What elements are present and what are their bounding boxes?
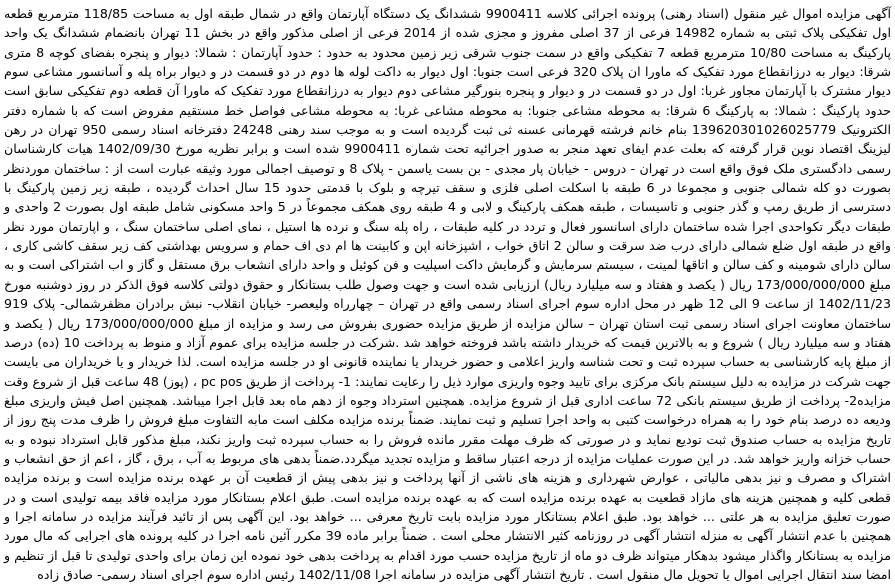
notice-body-text: آگهی مزایده اموال غیر منقول (اسناد رهنی) پرونده اجرائی کلاسه 9900411 ششدانگ یک دستگاه آپارتمان واقع در شمال طبقه اول به مساحت 118/85 مترمربع قطعه اول تفکیکی پلاک ثبتی به شماره 14982 فرعی از 37 اصلی مفروز و مجزی شده از 2014 فرعی از اصلی مذکور واقع در بخش 11 تهران بانضمام ششدانگ یک واحد پارکینگ به مساحت 10/80 مترمربع قطعه 7 تفکیکی واقع در سمت جنوب شرقی زیر زمین محدود به حدود : حدود آپارتمان : شمالا: دیوار و پنجره بفضای کوچه 8 متری شرقا: دیوار به درزانقطاع مورد تفکیک که ماورا ان پلاک 320 فرعی است جنوبا: اول دیوار به داکت لوله ها دوم در دو قسمت در و دیوار براه پله و آسانسور مشاعی سوم دیوار مشترک با آپارتمان مجاور غربا: اول در دو قسمت در و دیوار و پنجره بنورگیر مشاعی دوم دیوار به درزانقطاع مورد تفکیک که ماورا آن قطعه دوم تفکیکی سابق است حدود پارکینگ : شمالا: به پارکینگ 6 شرقا: به محوطه مشاعی جنوبا: به محوطه مشاعی غربا: به محوطه مشاعی فواصل خط مستقیم مفروض است که با شماره دفتر الکترونیک 139620301026025779 بنام خانم فرشته قهرمانی عسنه ثی ثبت گردیده است و به موجب سند رهنی 24248 دفترخانه اسناد رسمی 950 تهران در رهن لیزینگ اقتصاد نوین قرار گرفته که بعلت عدم ایفای تعهد منجر به صدور اجرائیه تحت شماره 9900411 شده است و برابر نظریه مورخ 1402/09/30 هیات کارشناسان رسمی دادگستری ملک فوق واقع است در تهران - دروس - خیابان پار مجدی - بن بست یاسمن - پلاک 8 و توصیف اجمالی مورد وثیقه عبارت است از : ساختمان موردنظر بصورت دو کله شمالی جنوبی و مجموعا در 6 طبقه با اسکلت اصلی فلزی و سقف تیرچه و بلوک با قدمتی حدود 15 سال احداث گردیده ، طبقه زیر زمین پارکینگ با دسترسی از طریق رمپ و گذر جنوبی و تاسیسات ، طبقه همکف پارکینگ و لابی و 4 طبقه روی همکف مجموعاً در 5 واحد مسکونی شامل طبقه اول بصورت 2 واحدی و طبقات دیگر تکواحدی اجرا شده ساختمان دارای اسانسور فعال و تردد در کلیه طبقات ، راه پله سنگ و نرده ها استیل ، نمای اصلی ساختمان سنگ ، و اپارتمان مورد نظر واقع در طبقه اول ضلع شمالی دارای درب ضد سرقت و سالن 2 اتاق خواب ، اشپزخانه اپن و کابینت ها ام دی اف حمام و سرویس بهداشتی کف زیر سقف کاشی کاری ، سالن دارای شومینه و کف سالن و اتاقها لمینت ، سیستم سرمایش و گرمایش داکت اسپلیت و فن کوئیل و واحد دارای انشعاب برق مستقل و گاز و اب اشتراکی است و به مبلغ 173/000/000/000 ریال ( یکصد و هفتاد و سه میلیارد ریال) ارزیابی شده است و جهت وصول طلب بستانکار و حقوق دولتی کلاسه فوق الذکر در روز دوشنبه مورخ 1402/11/23 از ساعت 9 الی 12 ظهر در محل اداره سوم اجرای اسناد رسمی واقع در تهران – چهارراه ولیعصر- خیابان انقلاب- نبش برادران مظفرشمالی- پلاک 919 ساختمان معاونت اجرای اسناد رسمی ثبت استان تهران – سالن مزایده از طریق مزایده حضوری بفروش می رسد و مزایده از مبلغ 173/000/000/000 ریال ( یکصد و هفتاد و سه میلیارد ریال ) شروع و به بالاترین قیمت که خریدار داشته باشد فروخته خواهد شد .شرکت در جلسه مزایده برای عموم آزاد و منوط به پرداخت 10 (ده) درصد از مبلغ پایه کارشناسی به حساب سپرده ثبت و تحت شناسه واریز اعلامی و حضور خریدار یا نماینده قانونی او در جلسه مزایده است. لذا خریدار و یا خریداران می بایست جهت شرکت در مزایده به دلیل سیستم بانک مرکزی برای تایید وجوه واریزی موارد ذیل را رعایت نمایند: 1- پرداخت از طریق pc pos ، (پوز) 48 ساعت قبل از شروع وقت مزایده2- پرداخت از طریق سیستم بانکی 72 ساعت اداری قبل از شروع مزایده. همچنین استرداد وجوه از دهم ماه بعد قابل اجرا میباشد. همچنین اصل فیش واریزی مبلغ ودیعه ده درصد بنام خود را به همراه درخواست کتبی به واحد اجرا تسلیم و ثبت نمایند. ضمناً برنده مزایده مکلف است مابه التفاوت مبلغ فروش را ظرف مدت پنج روز از تاریخ مزایده به حساب صندوق ثبت تودیع نماید و در صورتی که ظرف مهلت مقرر مانده فروش را به حساب سپرده ثبت واریز نکند، مبلغ مذکور قابل استرداد نبوده و به حساب خزانه واریز خواهد شد. در این صورت عملیات مزایده از درجه اعتبار ساقط و مزایده تجدید میگردد.ضمناً بدهی های مربوط به آب ، برق ، گاز ، اعم از حق انشعاب و اشتراک و مصرف و نیز بدهی مالیاتی ، عوارض شهرداری و هزینه های ناشی از آنها پرداخت و نیز بدهی پیش از قطعیت آن بر عهده برنده مزایده است و برنده مزایده قطعی کلیه و همچنین هزینه های مازاد قطعیت به عهده برنده مزایده است که به عهده برنده مزایده است. طبق اعلام بستانکار مورد مزایده فاقد بیمه تولیدی است و در صورت تعلیق مزایده به هر علتی ... خواهد بود. طبق اعلام بستانکار مورد مزایده بابت تاریخ معرفی ... خواهد بود. این آگهی پس از تائید فرآیند مزایده در سامانه اجرا و همچنین با عدم انتشار آگهی به منزله انتشار آگهی در روزنامه کثیر الانتشار محلی است . ضمناً برابر ماده 39 مکرر آئین نامه اجرا در کلیه پرونده های اجرایی که مال مورد مزایده به بستانکار واگذار میشود بدهکار میتواند ظرف دو ماه از تاریخ مزایده حسب مورد اقدام به پرداخت بدهی خود نموده این زمان برای واحدی تولیدی تا قبل از تنظیم و امضا سند انتقال اجرایی اموال یا تحویل مال منقول است . تاریخ انتشار آگهی مزایده در سامانه اجرا 1402/11/08 رئیس اداره سوم اجرای اسناد رسمی- صادق زاده — [4, 6, 892, 582]
